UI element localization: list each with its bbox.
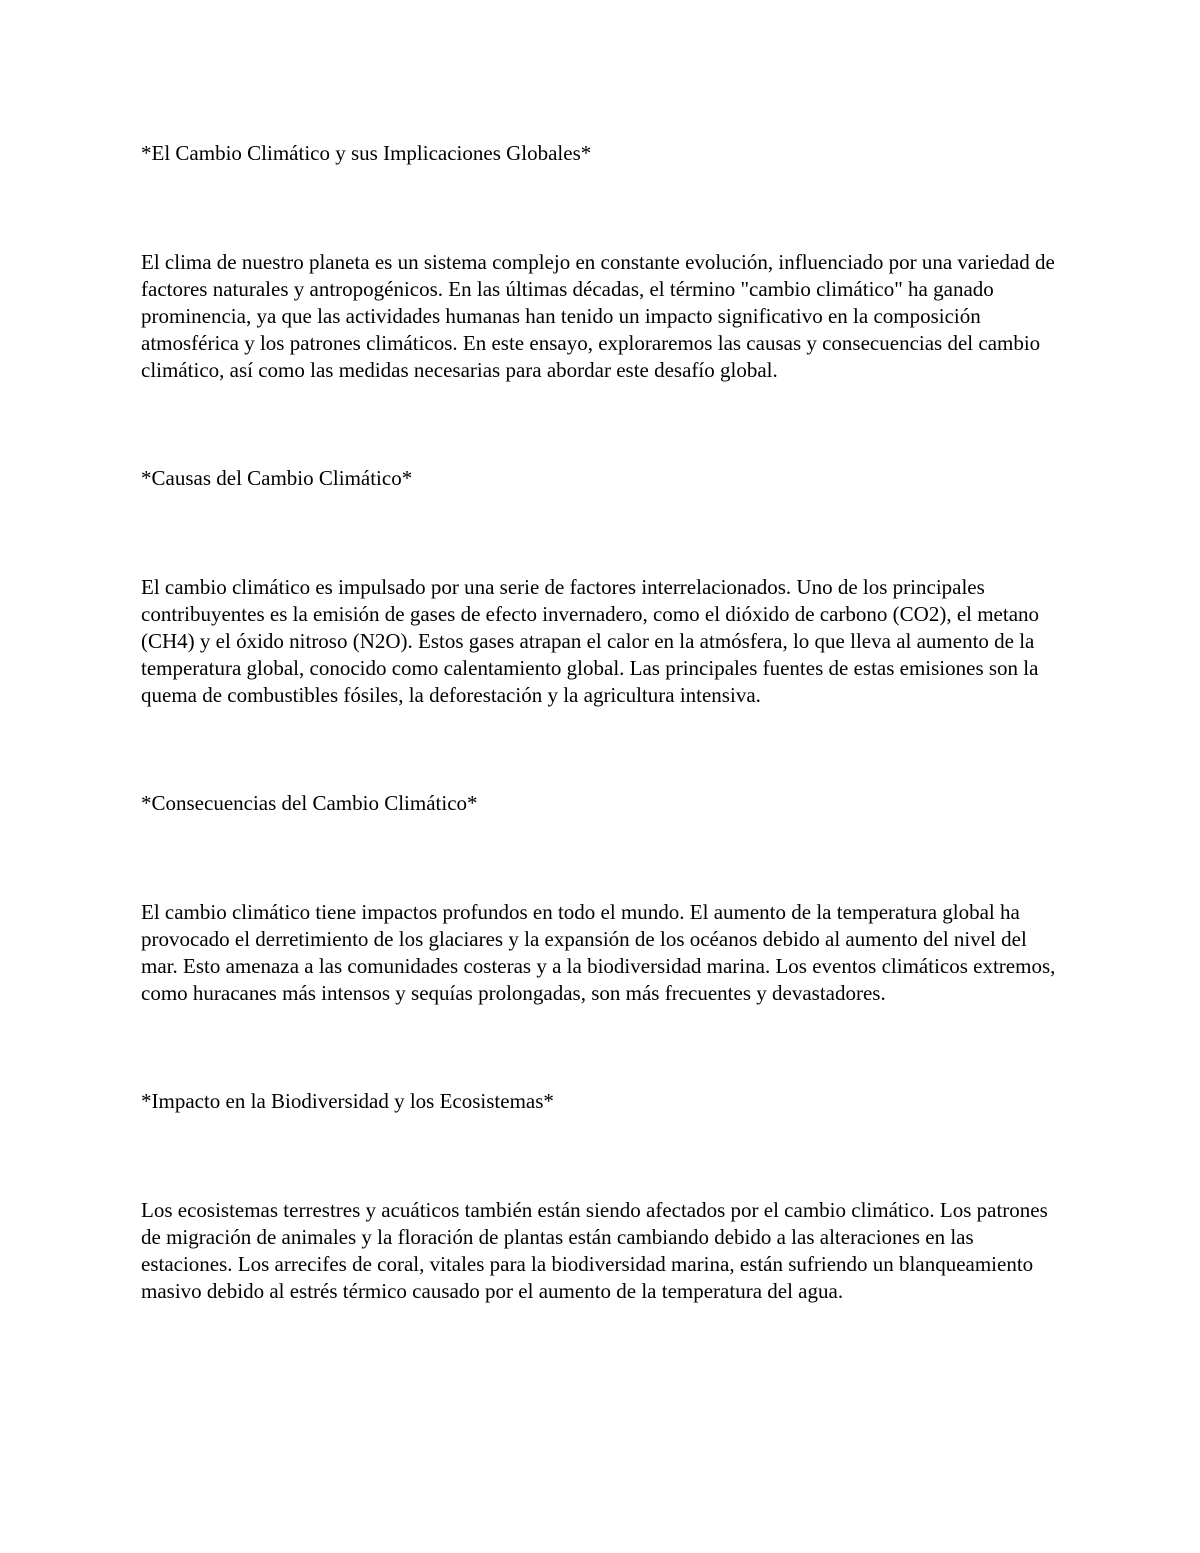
spacer xyxy=(141,1115,1061,1197)
section-heading-biodiversidad: *Impacto en la Biodiversidad y los Ecosistemas* xyxy=(141,1089,554,1113)
section-heading-consecuencias: *Consecuencias del Cambio Climático* xyxy=(141,791,478,815)
spacer xyxy=(141,167,1061,249)
section-heading-causas: *Causas del Cambio Climático* xyxy=(141,466,413,490)
spacer xyxy=(141,1007,1061,1088)
document-page xyxy=(141,140,1061,1305)
spacer xyxy=(141,817,1061,899)
section-paragraph-causas: El cambio climático es impulsado por una serie de factores interrelacionados. Uno de los principales contribuyentes es la emisión de gases de efecto invernadero, como el dióxido de carbono (CO2), el metano (CH4) y el óxido nitroso (N2O). Estos gases atrapan el calor en la atmósfera, lo que lleva al aumento de la temperatura global, conocido como calentamiento global. Las principales fuentes de estas emisiones son la quema de combustibles fósiles, la deforestación y la agricultura intensiva. xyxy=(141,575,1040,707)
section-paragraph-intro: El clima de nuestro planeta es un sistema complejo en constante evolución, influenciado por una variedad de factores naturales y antropogénicos. En las últimas décadas, el término "cambio climático" ha ganado prominencia, ya que las actividades humanas han tenido un impacto significativo en la composición atmosférica y los patrones climáticos. En este ensayo, exploraremos las causas y consecuencias del cambio climático, así como las medidas necesarias para abordar este desafío global. xyxy=(141,250,1055,382)
section-heading-title: *El Cambio Climático y sus Implicaciones Globales* xyxy=(141,141,592,165)
section-paragraph-consecuencias: El cambio climático tiene impactos profundos en todo el mundo. El aumento de la temperatura global ha provocado el derretimiento de los glaciares y la expansión de los océanos debido al aumento del nivel del mar. Esto amenaza a las comunidades costeras y a la biodiversidad marina. Los eventos climáticos extremos, como huracanes más intensos y sequías prolongadas, son más frecuentes y devastadores. xyxy=(141,900,1056,1005)
spacer xyxy=(141,709,1061,790)
spacer xyxy=(141,492,1061,574)
section-paragraph-biodiversidad: Los ecosistemas terrestres y acuáticos también están siendo afectados por el cambio climático. Los patrones de migración de animales y la floración de plantas están cambiando debido a las alteraciones en las estaciones. Los arrecifes de coral, vitales para la biodiversidad marina, están sufriendo un blanqueamiento masivo debido al estrés térmico causado por el aumento de la temperatura del agua. xyxy=(141,1198,1048,1303)
spacer xyxy=(141,384,1061,465)
